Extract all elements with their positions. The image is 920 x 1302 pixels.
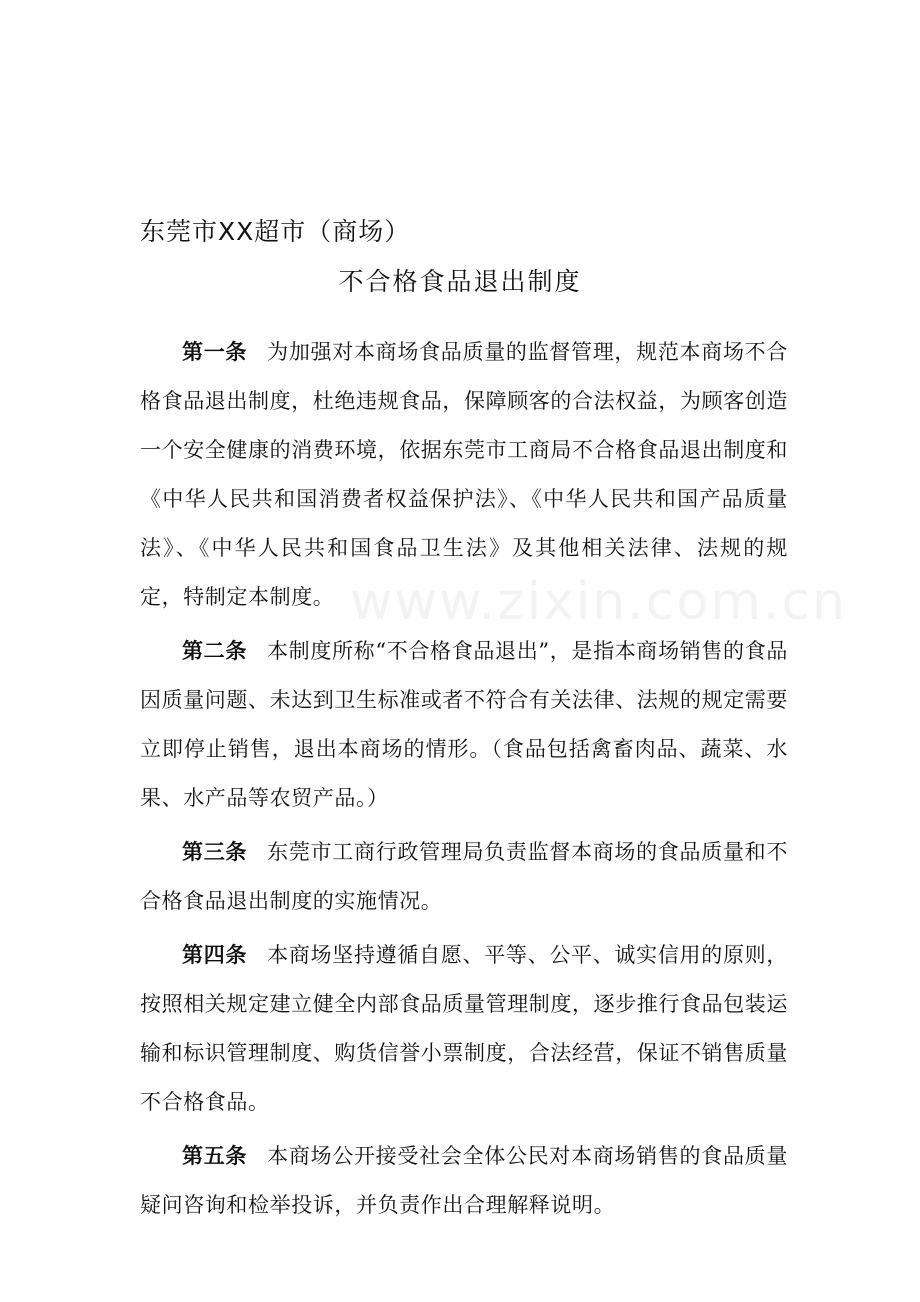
watermark: www.zixin.com.cn bbox=[350, 572, 847, 632]
article-2 bbox=[140, 627, 788, 823]
article-number: 第二条 bbox=[182, 639, 247, 663]
article-text: 东莞市工商行政管理局负责监督本商场的食品质量和不合格食品退出制度的实施情况。 bbox=[140, 840, 788, 913]
article-text: 本制度所称“不合格食品退出”，是指本商场销售的食品因质量问题、未达到卫生标准或者不符合有关法律、法规的规定需要立即停止销售，退出本商场的情形。（食品包括禽畜肉品、蔬菜、水果、水产品等农贸产品。） bbox=[140, 639, 788, 810]
article-4 bbox=[140, 931, 788, 1127]
document-title-line1: 东莞市XX超市（商场） bbox=[140, 217, 411, 246]
document-body bbox=[140, 328, 788, 1235]
article-number: 第五条 bbox=[182, 1144, 248, 1168]
article-number: 第四条 bbox=[182, 943, 248, 967]
article-text: 本商场公开接受社会全体公民对本商场销售的食品质量疑问咨询和检举投诉，并负责作出合理解释说明。 bbox=[140, 1144, 788, 1217]
article-1 bbox=[140, 328, 788, 622]
article-5 bbox=[140, 1132, 788, 1230]
article-3 bbox=[140, 828, 788, 926]
article-text: 为加强对本商场食品质量的监督管理，规范本商场不合格食品退出制度，杜绝违规食品，保障顾客的合法权益，为顾客创造一个安全健康的消费环境，依据东莞市工商局不合格食品退出制度和《中华人民共和国消费者权益保护法》、《中华人民共和国产品质量法》、《中华人民共和国食品卫生法》及其他相关法律、法规的规定，特制定本制度。 bbox=[140, 340, 788, 609]
article-number: 第一条 bbox=[182, 340, 248, 364]
document-title-line2: 不合格食品退出制度 bbox=[338, 267, 582, 296]
article-number: 第三条 bbox=[182, 840, 248, 864]
article-text: 本商场坚持遵循自愿、平等、公平、诚实信用的原则，按照相关规定建立健全内部食品质量管理制度，逐步推行食品包装运输和标识管理制度、购货信誉小票制度，合法经营，保证不销售质量不合格食品。 bbox=[140, 943, 788, 1114]
